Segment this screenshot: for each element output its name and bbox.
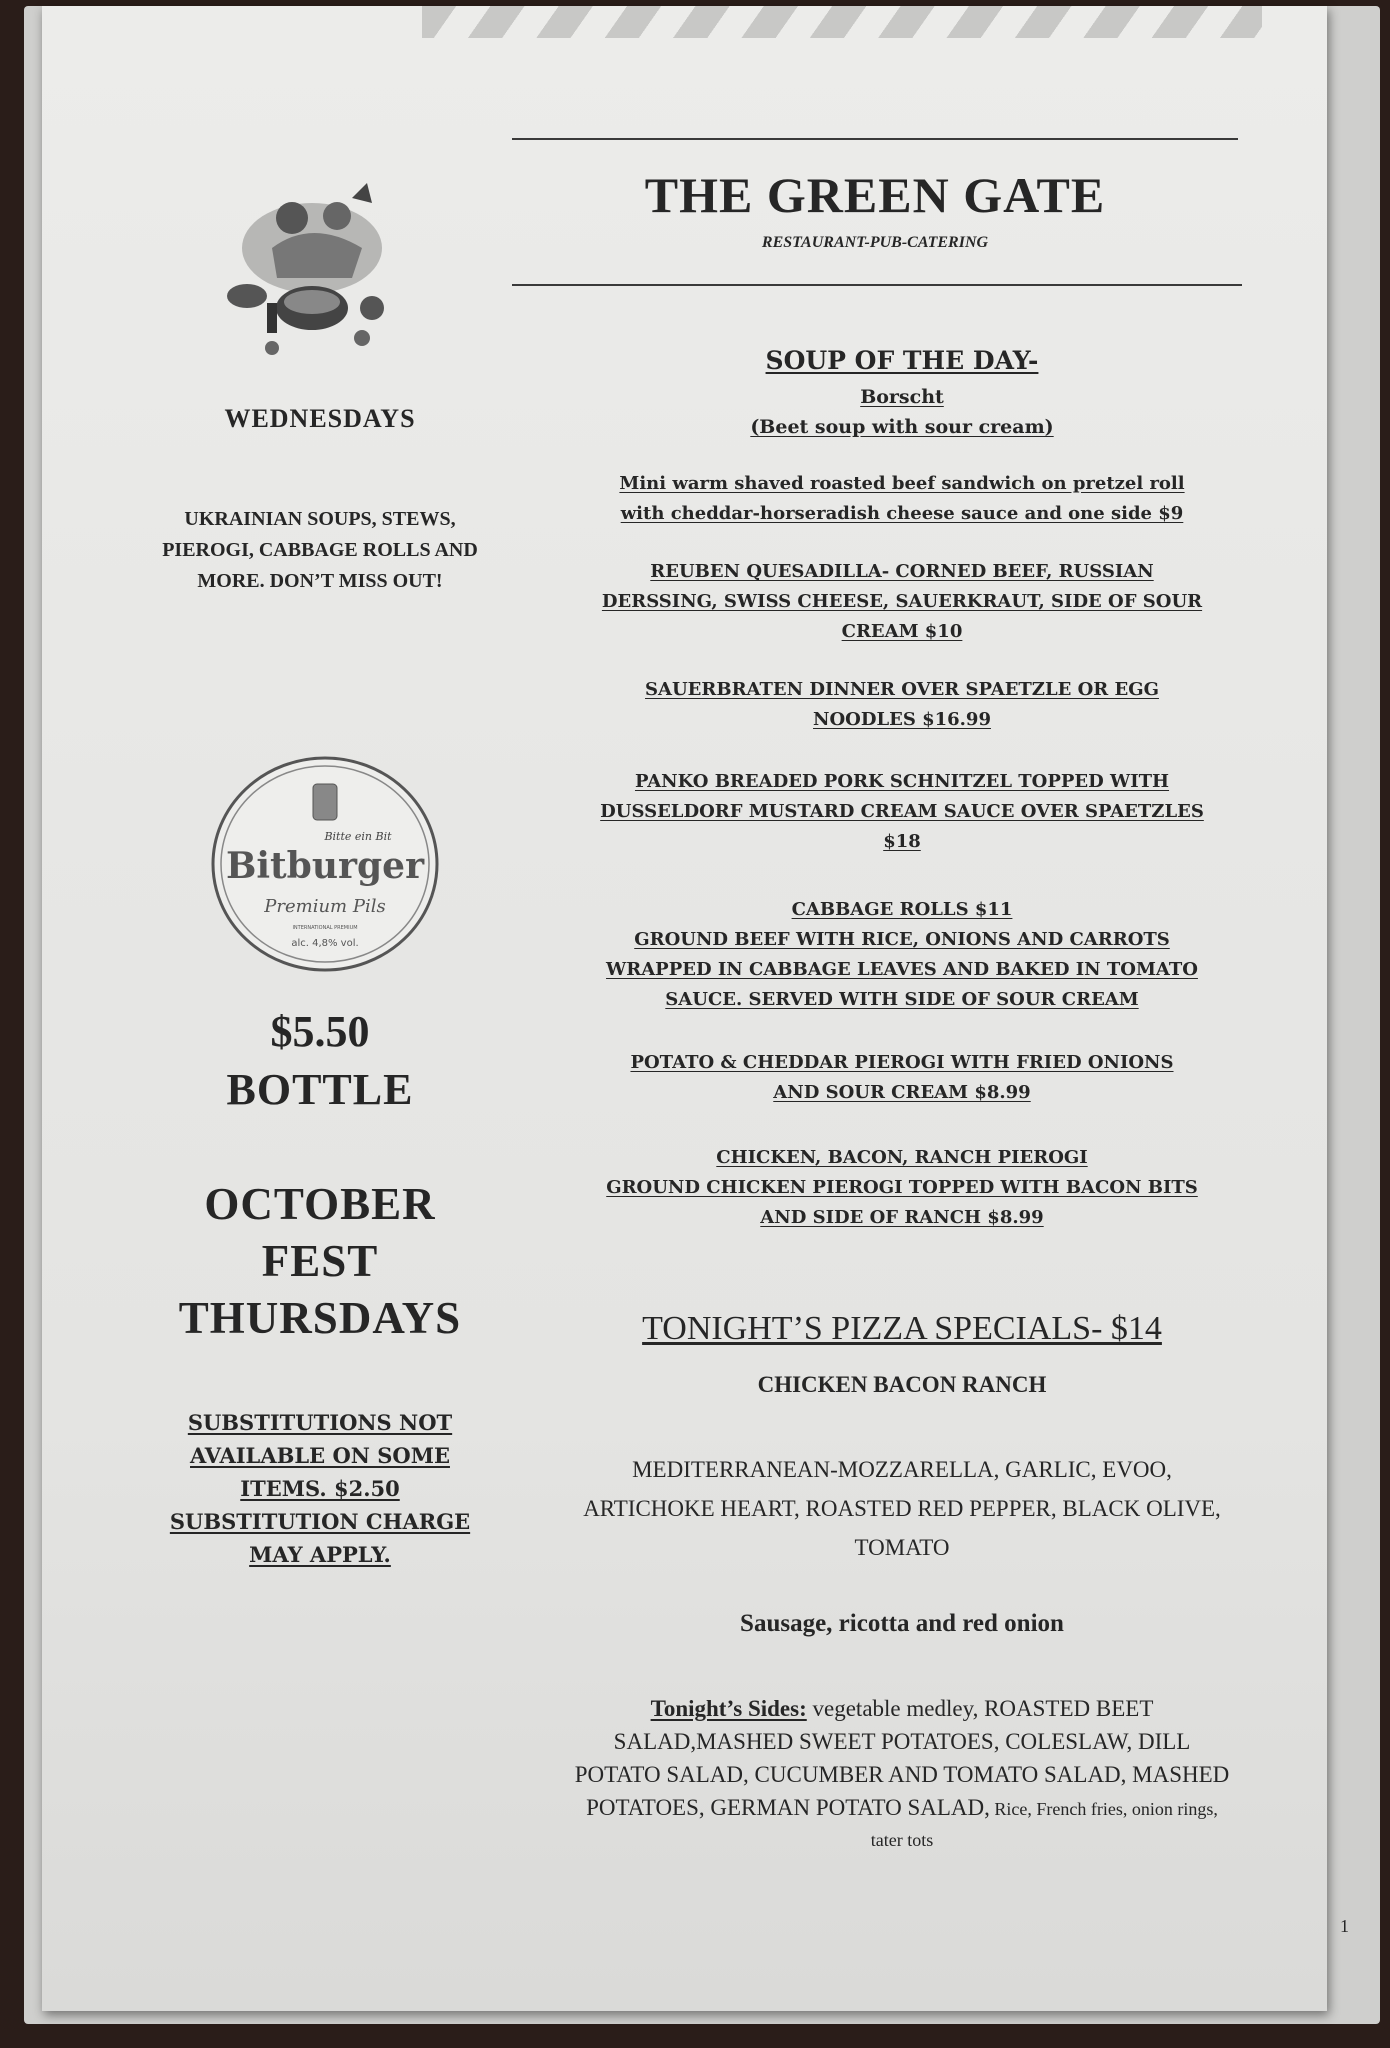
special-line: SAUERBRATEN DINNER OVER SPAETZLE OR EGG bbox=[645, 679, 1159, 700]
paper-stack bbox=[24, 6, 1380, 2024]
beer-price: $5.50 bbox=[270, 1007, 370, 1056]
special-pork-schnitzel bbox=[522, 767, 1282, 857]
special-line: WRAPPED IN CABBAGE LEAVES AND BAKED IN TOMATO bbox=[606, 959, 1198, 980]
special-line: GROUND BEEF WITH RICE, ONIONS AND CARROTS bbox=[634, 929, 1170, 950]
october-fest-line: THURSDAYS bbox=[178, 1293, 462, 1343]
substitution-line: ITEMS. $2.50 bbox=[240, 1476, 400, 1501]
special-line: with cheddar-horseradish cheese sauce and one side $9 bbox=[620, 503, 1184, 524]
special-cabbage-rolls bbox=[522, 895, 1282, 1015]
special-line: NOODLES $16.99 bbox=[813, 709, 991, 730]
restaurant-title: THE GREEN GATE bbox=[644, 167, 1106, 223]
soup-description: (Beet soup with sour cream) bbox=[750, 416, 1054, 438]
decorative-stripes bbox=[422, 6, 1262, 38]
feast-illustration-icon bbox=[212, 178, 412, 368]
page-number: 1 bbox=[1340, 1916, 1349, 1936]
sides-line: POTATOES, GERMAN POTATO SALAD, bbox=[586, 1795, 990, 1820]
pizza-line: TOMATO bbox=[854, 1535, 950, 1560]
special-line: AND SOUR CREAM $8.99 bbox=[773, 1082, 1031, 1103]
october-fest-line: OCTOBER bbox=[204, 1179, 436, 1229]
ukrainian-note-line: PIEROGI, CABBAGE ROLLS AND bbox=[162, 539, 478, 561]
restaurant-subtitle: RESTAURANT-PUB-CATERING bbox=[761, 234, 989, 251]
sides-line-small: tater tots bbox=[870, 1830, 934, 1850]
beer-logo-sub: Premium Pils bbox=[264, 896, 386, 917]
special-potato-pierogi bbox=[522, 1048, 1282, 1108]
beer-logo-small: INTERNATIONAL PREMIUM bbox=[292, 925, 358, 931]
sides-line: SALAD,MASHED SWEET POTATOES, COLESLAW, DILL bbox=[613, 1729, 1191, 1754]
substitution-note bbox=[132, 1406, 508, 1571]
special-line: Mini warm shaved roasted beef sandwich on pretzel roll bbox=[619, 473, 1185, 494]
special-line: DUSSELDORF MUSTARD CREAM SAUCE OVER SPAETZLES bbox=[600, 801, 1204, 822]
pizza-sausage-ricotta: Sausage, ricotta and red onion bbox=[740, 1610, 1064, 1637]
beer-logo-abv: alc. 4,8% vol. bbox=[291, 938, 359, 949]
substitution-line: MAY APPLY. bbox=[249, 1542, 391, 1567]
special-sauerbraten bbox=[522, 675, 1282, 735]
header-top-rule bbox=[512, 138, 1238, 140]
beer-logo-tagline: Bitte ein Bit bbox=[324, 830, 392, 843]
soup-heading: SOUP OF THE DAY- bbox=[765, 346, 1039, 375]
sides-line: vegetable medley, ROASTED BEET bbox=[806, 1696, 1154, 1721]
special-chicken-pierogi bbox=[522, 1143, 1282, 1233]
special-line: SAUCE. SERVED WITH SIDE OF SOUR CREAM bbox=[665, 989, 1139, 1010]
sides-label: Tonight’s Sides: bbox=[650, 1696, 807, 1721]
wednesdays-heading: WEDNESDAYS bbox=[224, 404, 416, 433]
special-line: DERSSING, SWISS CHEESE, SAUERKRAUT, SIDE OF SOUR bbox=[601, 591, 1203, 612]
menu-page bbox=[42, 6, 1349, 2011]
special-line: CREAM $10 bbox=[841, 621, 963, 642]
tonights-sides bbox=[522, 1692, 1282, 1854]
special-line: CABBAGE ROLLS $11 bbox=[791, 899, 1013, 920]
pizza-chicken-bacon-ranch: CHICKEN BACON RANCH bbox=[757, 1372, 1047, 1397]
beer-logo-brand: Bitburger bbox=[225, 845, 425, 887]
bitburger-logo bbox=[210, 754, 440, 974]
special-line: CHICKEN, BACON, RANCH PIEROGI bbox=[716, 1147, 1088, 1168]
special-reuben-quesadilla bbox=[522, 557, 1282, 647]
ukrainian-note bbox=[132, 504, 508, 597]
special-line: GROUND CHICKEN PIEROGI TOPPED WITH BACON BITS bbox=[606, 1177, 1198, 1198]
pizza-line: MEDITERRANEAN-MOZZARELLA, GARLIC, EVOO, bbox=[632, 1457, 1172, 1482]
substitution-line: AVAILABLE ON SOME bbox=[190, 1443, 450, 1468]
header-bottom-rule bbox=[512, 284, 1242, 286]
special-line: $18 bbox=[883, 831, 921, 852]
soup-name: Borscht bbox=[860, 386, 944, 408]
beer-bottle-label: BOTTLE bbox=[226, 1065, 414, 1114]
ukrainian-note-line: MORE. DON’T MISS OUT! bbox=[197, 570, 443, 592]
october-fest-block bbox=[132, 1176, 508, 1347]
special-line: PANKO BREADED PORK SCHNITZEL TOPPED WITH bbox=[634, 771, 1170, 792]
substitution-line: SUBSTITUTION CHARGE bbox=[169, 1509, 471, 1534]
sides-line-small: Rice, French fries, onion rings, bbox=[989, 1799, 1218, 1819]
special-line: POTATO & CHEDDAR PIEROGI WITH FRIED ONIONS bbox=[630, 1052, 1174, 1073]
pizza-mediterranean bbox=[522, 1450, 1282, 1567]
october-fest-line: FEST bbox=[261, 1236, 379, 1286]
substitution-line: SUBSTITUTIONS NOT bbox=[187, 1410, 453, 1435]
pizza-heading: TONIGHT’S PIZZA SPECIALS- $14 bbox=[642, 1310, 1162, 1347]
special-beef-sandwich bbox=[522, 469, 1282, 529]
pizza-line: ARTICHOKE HEART, ROASTED RED PEPPER, BLACK OLIVE, bbox=[583, 1496, 1221, 1521]
special-line: REUBEN QUESADILLA- CORNED BEEF, RUSSIAN bbox=[650, 561, 1154, 582]
ukrainian-note-line: UKRAINIAN SOUPS, STEWS, bbox=[184, 508, 456, 530]
sides-line: POTATO SALAD, CUCUMBER AND TOMATO SALAD, MASHED bbox=[574, 1762, 1230, 1787]
special-line: AND SIDE OF RANCH $8.99 bbox=[760, 1207, 1044, 1228]
